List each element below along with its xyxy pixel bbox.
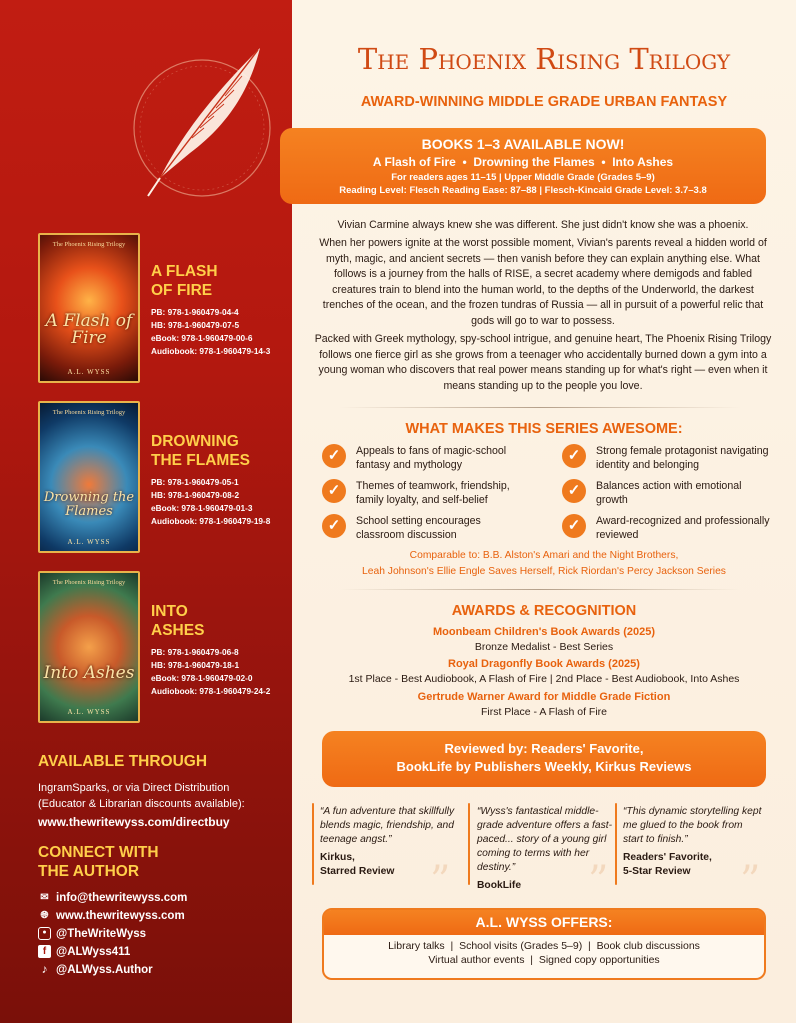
isbn-ebook: eBook: 978-1-960479-02-0 bbox=[151, 673, 253, 683]
award-name: Royal Dragonfly Book Awards (2025) bbox=[448, 658, 640, 670]
contact-text: @ALWyss411 bbox=[56, 945, 131, 958]
award-detail: Bronze Medalist - Best Series bbox=[474, 641, 614, 653]
contact-instagram[interactable] bbox=[38, 927, 146, 940]
quote-mark-icon: ” bbox=[430, 858, 451, 904]
isbn-hb: HB: 978-1-960479-07-5 bbox=[151, 320, 240, 330]
quote-source: Readers' Favorite, bbox=[623, 852, 712, 863]
contact-text: info@thewritewyss.com bbox=[56, 891, 188, 904]
review-quote-1 bbox=[320, 805, 460, 879]
quote-source: Kirkus, bbox=[320, 852, 355, 863]
quote-source-detail: Starred Review bbox=[320, 866, 395, 877]
isbn-pb: PB: 978-1-960479-04-4 bbox=[151, 307, 239, 317]
checkmark-icon: ✓ bbox=[322, 479, 346, 503]
feature-item bbox=[562, 444, 772, 472]
comparable-line-1: Comparable to: B.B. Alston's Amari and the Night Brothers, bbox=[409, 550, 679, 561]
checkmark-icon: ✓ bbox=[562, 444, 586, 468]
cover-author-text: A.L. WYSS bbox=[67, 368, 111, 376]
feature-item bbox=[562, 479, 772, 507]
checkmark-icon: ✓ bbox=[322, 514, 346, 538]
book-cover-2 bbox=[38, 401, 140, 553]
cover-title-text: Drowning the Flames bbox=[43, 490, 135, 519]
reviews-heading-2: BookLife by Publishers Weekly, Kirkus Reviews bbox=[396, 759, 692, 774]
feature-item bbox=[322, 514, 532, 542]
quote-mark-icon: ” bbox=[740, 858, 761, 904]
feature-text: Award-recognized and professionally reviewed bbox=[596, 515, 770, 541]
isbn-ebook: eBook: 978-1-960479-00-6 bbox=[151, 333, 253, 343]
email-icon: ✉ bbox=[40, 892, 49, 903]
cover-series-text: The Phoenix Rising Trilogy bbox=[52, 579, 126, 586]
feature-text: Strong female protagonist navigating identity and belonging bbox=[596, 445, 769, 471]
quote-source: BookLife bbox=[477, 880, 522, 891]
connect-heading: CONNECT WITH THE AUTHOR bbox=[38, 844, 159, 880]
features-heading: WHAT MAKES THIS SERIES AWESOME: bbox=[405, 421, 683, 437]
checkmark-icon: ✓ bbox=[562, 514, 586, 538]
award-detail: First Place - A Flash of Fire bbox=[480, 706, 608, 718]
quote-text: “Wyss's fantastical middle-grade adventure offers a fast-paced... story of a young girl coming to terms with her destiny.” bbox=[477, 806, 613, 873]
isbn-pb: PB: 978-1-960479-05-1 bbox=[151, 477, 239, 487]
page-title: The Phoenix Rising Trilogy bbox=[357, 42, 731, 76]
reviews-banner bbox=[322, 731, 766, 787]
checkmark-icon: ✓ bbox=[562, 479, 586, 503]
instagram-icon: ● bbox=[38, 927, 51, 940]
book-title: INTO ASHES bbox=[151, 603, 205, 639]
award-name: Gertrude Warner Award for Middle Grade Fiction bbox=[417, 691, 671, 703]
availability-reading-level: Reading Level: Flesch Reading Ease: 87–88 | Flesch-Kincaid Grade Level: 3.7–3.8 bbox=[339, 185, 707, 196]
description-p1: Vivian Carmine always knew she was different. She just didn't know she was a phoenix. bbox=[337, 219, 749, 231]
checkmark-icon: ✓ bbox=[322, 444, 346, 468]
available-line-2: (Educator & Librarian discounts available): bbox=[38, 798, 245, 810]
isbn-pb: PB: 978-1-960479-06-8 bbox=[151, 647, 239, 657]
description-p2: When her powers ignite at the worst possible moment, Vivian's parents reveal a hidden world of myth, magic, and ancient secrets — then vanish before they can explain anything else. What follows is a journey from the halls of RISE, a secret academy where demigods and fabled creatures train to blend into the human world, to the depths of the Underworld, the darkest trenches of the ocean, and the frozen tundras of Russia — all in pursuit of a powerful relic that gods will go to war to possess. bbox=[319, 237, 767, 327]
cover-series-text: The Phoenix Rising Trilogy bbox=[52, 409, 126, 416]
quote-text: “A fun adventure that skillfully blends magic, friendship, and teenage angst.” bbox=[320, 806, 455, 845]
isbn-audiobook: Audiobook: 978-1-960479-24-2 bbox=[151, 686, 271, 696]
book-info-1 bbox=[151, 262, 291, 358]
tiktok-icon: ♪ bbox=[41, 962, 48, 976]
book-info-3 bbox=[151, 602, 291, 698]
availability-banner bbox=[280, 128, 766, 204]
phoenix-feather-icon bbox=[130, 28, 280, 218]
review-quote-2 bbox=[477, 805, 617, 893]
isbn-audiobook: Audiobook: 978-1-960479-14-3 bbox=[151, 346, 271, 356]
available-line-1: IngramSparks, or via Direct Distribution bbox=[38, 782, 230, 794]
quote-divider bbox=[312, 803, 314, 885]
book-title: A FLASH OF FIRE bbox=[151, 263, 218, 299]
feature-text: Balances action with emotional growth bbox=[596, 480, 742, 506]
award-detail: 1st Place - Best Audiobook, A Flash of Fire | 2nd Place - Best Audiobook, Into Ashes bbox=[348, 673, 740, 685]
contact-text: @TheWriteWyss bbox=[56, 927, 147, 940]
reviews-heading-1: Reviewed by: Readers' Favorite, bbox=[444, 741, 644, 756]
isbn-ebook: eBook: 978-1-960479-01-3 bbox=[151, 503, 253, 513]
globe-icon: 🌐︎ bbox=[40, 910, 49, 921]
cover-author-text: A.L. WYSS bbox=[67, 538, 111, 546]
page-subtitle: AWARD-WINNING MIDDLE GRADE URBAN FANTASY bbox=[360, 94, 728, 110]
offers-line-1: Library talks | School visits (Grades 5–9) | Book club discussions bbox=[388, 940, 700, 952]
divider bbox=[340, 407, 740, 408]
quote-source-detail: 5-Star Review bbox=[623, 866, 691, 877]
awards-heading: AWARDS & RECOGNITION bbox=[451, 603, 637, 619]
description-p3: Packed with Greek mythology, spy-school intrigue, and genuine heart, The Phoenix Rising Trilogy follows one fierce girl as she grows from a teenager who accidentally burned down a gym into a young woman who discovers that real power means standing up for what's right — even when it means standing up to the people you love. bbox=[314, 333, 772, 392]
feature-text: Appeals to fans of magic-school fantasy and mythology bbox=[356, 445, 507, 471]
quote-divider bbox=[615, 803, 617, 885]
directbuy-link[interactable]: www.thewritewyss.com/directbuy bbox=[38, 815, 230, 829]
contact-email[interactable] bbox=[38, 891, 187, 904]
book-info-2 bbox=[151, 432, 291, 528]
quote-divider bbox=[468, 803, 470, 885]
isbn-hb: HB: 978-1-960479-18-1 bbox=[151, 660, 240, 670]
facebook-icon: f bbox=[38, 945, 51, 958]
cover-title-text: A Flash of Fire bbox=[45, 311, 133, 348]
offers-heading: A.L. WYSS OFFERS: bbox=[475, 914, 613, 930]
book-cover-3 bbox=[38, 571, 140, 723]
award-name: Moonbeam Children's Book Awards (2025) bbox=[432, 626, 656, 638]
cover-series-text: The Phoenix Rising Trilogy bbox=[52, 241, 126, 248]
feature-text: Themes of teamwork, friendship, family loyalty, and self-belief bbox=[356, 480, 510, 506]
book-cover-1 bbox=[38, 233, 140, 383]
isbn-audiobook: Audiobook: 978-1-960479-19-8 bbox=[151, 516, 271, 526]
book-title: DROWNING THE FLAMES bbox=[151, 433, 251, 469]
cover-author-text: A.L. WYSS bbox=[67, 708, 111, 716]
availability-titles: A Flash of Fire • Drowning the Flames • Into Ashes bbox=[372, 155, 674, 169]
contact-facebook[interactable] bbox=[38, 945, 130, 958]
feature-item bbox=[322, 444, 532, 472]
cover-title-text: Into Ashes bbox=[43, 663, 135, 683]
quote-mark-icon: ” bbox=[588, 858, 609, 904]
comparable-line-2: Leah Johnson's Ellie Engle Saves Herself, Rick Riordan's Percy Jackson Series bbox=[362, 566, 726, 577]
feature-item bbox=[562, 514, 772, 542]
contact-text: @ALWyss.Author bbox=[56, 963, 153, 976]
availability-headline: BOOKS 1–3 AVAILABLE NOW! bbox=[421, 136, 625, 152]
divider bbox=[340, 589, 740, 590]
offers-heading-bar bbox=[324, 910, 764, 935]
review-quote-3 bbox=[623, 805, 763, 879]
quote-text: “This dynamic storytelling kept me glued to the book from start to finish.” bbox=[623, 806, 762, 845]
isbn-hb: HB: 978-1-960479-08-2 bbox=[151, 490, 240, 500]
offers-line-2: Virtual author events | Signed copy opportunities bbox=[428, 954, 660, 966]
feature-text: School setting encourages classroom discussion bbox=[356, 515, 481, 541]
contact-tiktok[interactable] bbox=[38, 963, 153, 976]
available-heading: AVAILABLE THROUGH bbox=[38, 753, 208, 770]
feature-item bbox=[322, 479, 532, 507]
availability-ages: For readers ages 11–15 | Upper Middle Grade (Grades 5–9) bbox=[391, 172, 655, 183]
contact-text: www.thewritewyss.com bbox=[56, 909, 185, 922]
offers-box bbox=[322, 908, 766, 980]
contact-website[interactable] bbox=[38, 909, 185, 922]
